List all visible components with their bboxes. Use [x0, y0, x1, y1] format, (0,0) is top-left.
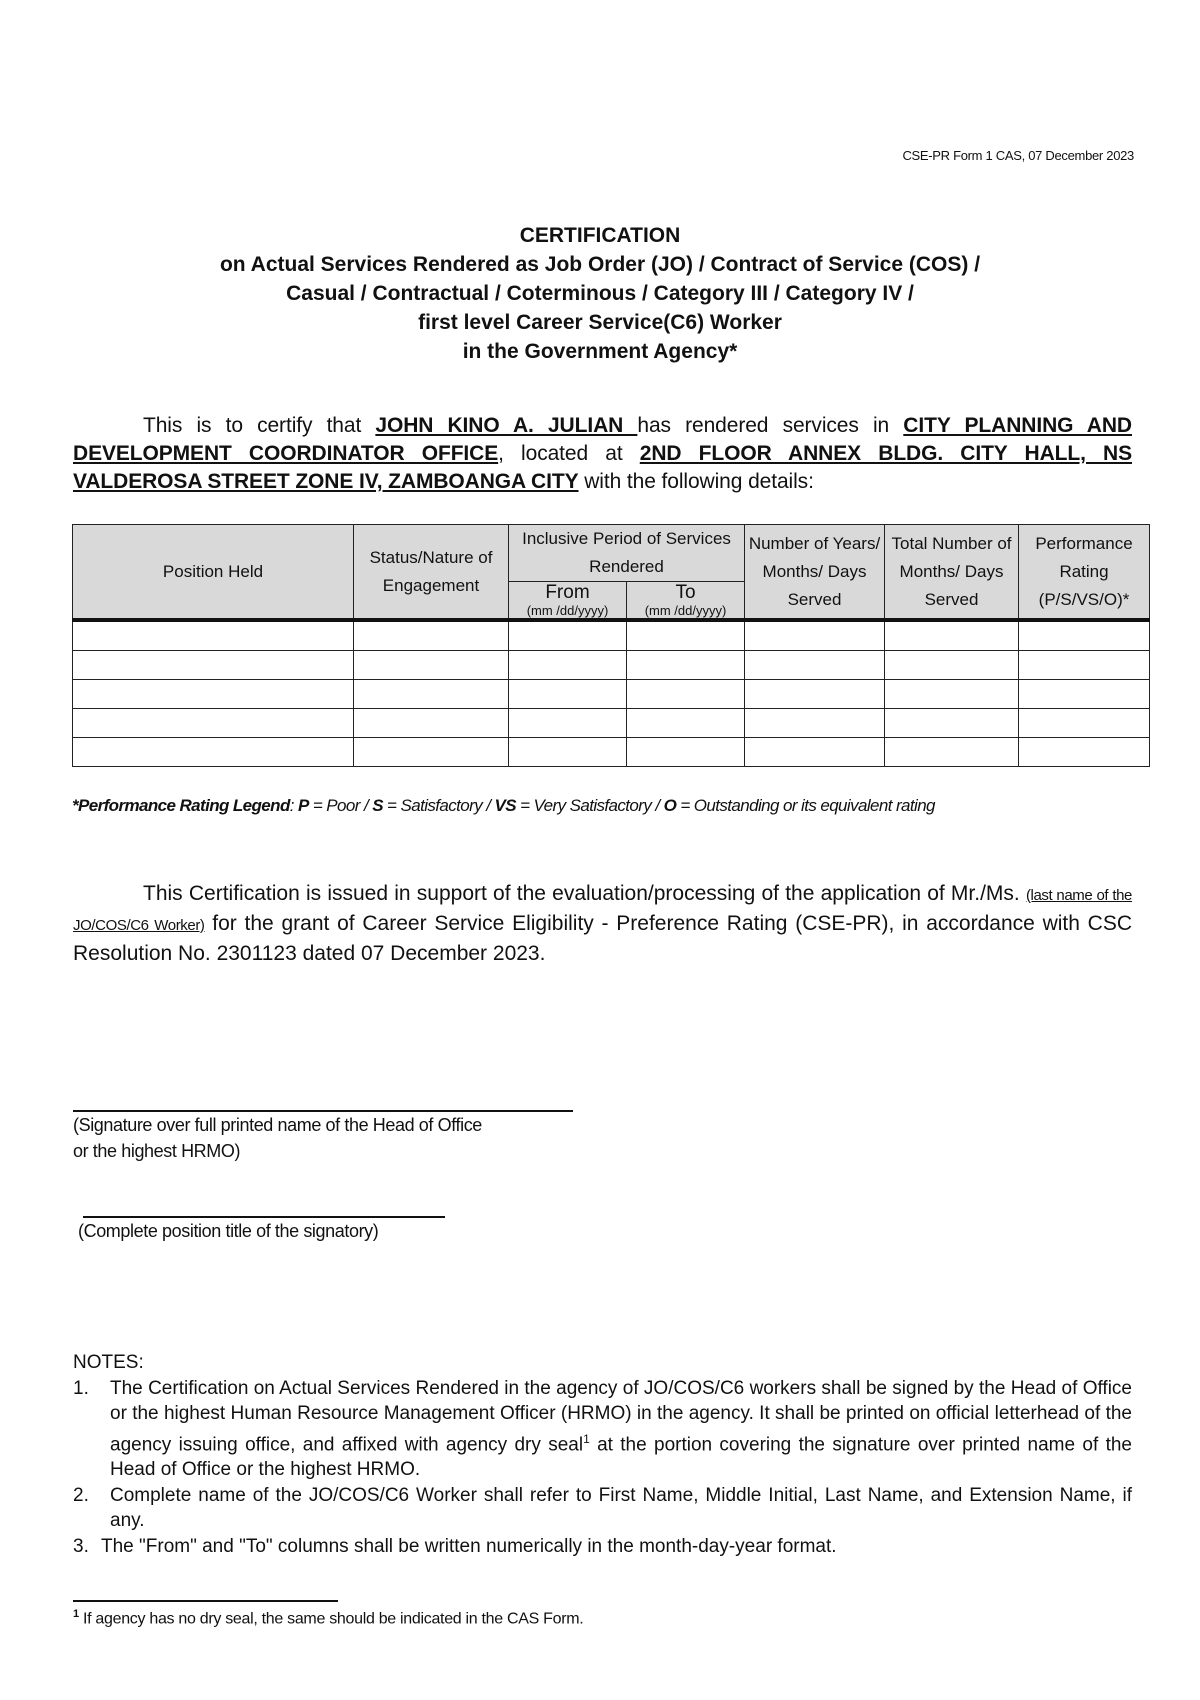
header-from-label: From	[545, 582, 590, 603]
service-record-rows	[73, 620, 1150, 767]
legend-o-value: = Outstanding or its equivalent rating	[676, 796, 935, 815]
table-cell[interactable]	[885, 738, 1019, 767]
support-text-2: for the grant of Career Service Eligibility - Preference Rating (CSE-PR), in accordance with CSC Resolution No. 2301123 dated 07 December 2023.	[73, 912, 1132, 965]
table-cell[interactable]	[1019, 620, 1150, 651]
legend-s-value: = Satisfactory /	[382, 796, 495, 815]
header-from	[509, 582, 627, 621]
table-cell[interactable]	[73, 709, 354, 738]
table-row	[73, 651, 1150, 680]
legend-p-value: = Poor /	[308, 796, 373, 815]
table-cell[interactable]	[627, 620, 745, 651]
notes-heading: NOTES:	[73, 1352, 144, 1373]
signature-caption-line-2: or the highest HRMO)	[73, 1141, 241, 1161]
worker-last-name-placeholder: (last name of the JO/COS/C6 Worker)	[73, 887, 1132, 934]
signature-caption-line-1: (Signature over full printed name of the Head of Office	[73, 1115, 482, 1135]
position-title-caption: (Complete position title of the signatory)	[78, 1221, 379, 1241]
legend-s-key: S	[372, 796, 383, 815]
table-cell[interactable]	[745, 651, 885, 680]
header-performance-rating: Performance Rating (P/S/VS/O)*	[1019, 525, 1150, 621]
title-line-2: on Actual Services Rendered as Job Order (JO) / Contract of Service (COS) /	[219, 253, 981, 276]
table-cell[interactable]	[1019, 709, 1150, 738]
table-cell[interactable]	[745, 680, 885, 709]
title-line-5: in the Government Agency*	[462, 340, 738, 363]
note-3-text: The "From" and "To" columns shall be written numerically in the month-day-year format.	[101, 1535, 837, 1557]
table-cell[interactable]	[509, 620, 627, 651]
table-cell[interactable]	[354, 709, 509, 738]
office-name: CITY PLANNING AND DEVELOPMENT COORDINATOR OFFICE	[73, 414, 1132, 465]
note-1-text-a: The Certification on Actual Services Rendered in the agency of JO/COS/C6 workers shall be signed by the Head of Office or the highest Human Resource Management Officer (HRMO) in the agency. It shall be printed on official letterhead of the agency issuing office, and affixed with agency dry seal	[110, 1377, 1132, 1455]
header-to-label: To	[675, 582, 696, 603]
footnote-separator	[73, 1600, 338, 1602]
table-cell[interactable]	[73, 738, 354, 767]
table-row	[73, 680, 1150, 709]
table-cell[interactable]	[885, 709, 1019, 738]
note-2-text: Complete name of the JO/COS/C6 Worker shall refer to First Name, Middle Initial, Last Name, and Extension Name, if any.	[110, 1484, 1132, 1532]
note-item-2	[73, 1483, 1132, 1534]
header-position-held: Position Held	[73, 525, 354, 621]
document-title	[60, 221, 1140, 366]
office-address: 2ND FLOOR ANNEX BLDG. CITY HALL, NS VALDEROSA STREET ZONE IV, ZAMBOANGA CITY	[73, 442, 1132, 493]
table-cell[interactable]	[745, 738, 885, 767]
service-record-table	[72, 524, 1150, 767]
intro-paragraph	[73, 412, 1132, 496]
table-cell[interactable]	[627, 738, 745, 767]
note-1-number: 1.	[73, 1377, 89, 1399]
table-cell[interactable]	[509, 738, 627, 767]
table-row	[73, 709, 1150, 738]
table-cell[interactable]	[354, 651, 509, 680]
table-cell[interactable]	[1019, 651, 1150, 680]
legend-vs-value: = Very Satisfactory /	[515, 796, 664, 815]
intro-text-2: has rendered services in	[637, 414, 904, 437]
footnote-marker: 1	[73, 1608, 79, 1620]
table-cell[interactable]	[509, 651, 627, 680]
legend-label: *Performance Rating Legend	[72, 796, 290, 815]
table-cell[interactable]	[73, 620, 354, 651]
table-cell[interactable]	[627, 651, 745, 680]
header-to-format: (mm /dd/yyyy)	[644, 603, 727, 618]
header-total-months: Total Number of Months/ Days Served	[885, 525, 1019, 621]
footnote-text: If agency has no dry seal, the same should be indicated in the CAS Form.	[78, 1610, 584, 1628]
table-cell[interactable]	[354, 620, 509, 651]
title-line-3: Casual / Contractual / Coterminous / Category III / Category IV /	[286, 282, 914, 305]
footnote	[73, 1608, 973, 1628]
support-paragraph	[73, 880, 1132, 968]
table-cell[interactable]	[354, 738, 509, 767]
notes-section	[73, 1350, 1132, 1559]
table-cell[interactable]	[1019, 680, 1150, 709]
legend-o-key: O	[663, 796, 677, 815]
table-cell[interactable]	[885, 651, 1019, 680]
title-line-1: CERTIFICATION	[519, 224, 681, 247]
note-item-1	[73, 1376, 1132, 1483]
note-2-number: 2.	[73, 1484, 89, 1506]
note-3-number: 3.	[73, 1535, 89, 1557]
support-text-1: This Certification is issued in support of the evaluation/processing of the application of Mr./Ms.	[143, 882, 1026, 905]
intro-text-4: with the following details:	[578, 470, 814, 493]
table-cell[interactable]	[885, 680, 1019, 709]
table-row	[73, 620, 1150, 651]
header-inclusive-period: Inclusive Period of Services Rendered	[509, 525, 745, 582]
table-cell[interactable]	[1019, 738, 1150, 767]
header-years-served: Number of Years/ Months/ Days Served	[745, 525, 885, 621]
table-cell[interactable]	[745, 620, 885, 651]
header-from-format: (mm /dd/yyyy)	[526, 603, 609, 618]
legend-vs-key: VS	[494, 796, 516, 815]
table-cell[interactable]	[885, 620, 1019, 651]
table-cell[interactable]	[354, 680, 509, 709]
rating-legend: *Performance Rating Legend: P = Poor / S = Satisfactory / VS = Very Satisfactory / O = Outstanding or its equivalent rating	[72, 796, 935, 815]
header-status: Status/Nature of Engagement	[354, 525, 509, 621]
table-cell[interactable]	[745, 709, 885, 738]
note-1-text-b: at the portion covering the signature over printed name of the Head of Office or the highest HRMO.	[110, 1433, 1132, 1481]
intro-text-3: , located at	[498, 442, 640, 465]
table-cell[interactable]	[509, 709, 627, 738]
intro-text-1: This is to certify that	[143, 414, 376, 437]
table-cell[interactable]	[73, 680, 354, 709]
table-cell[interactable]	[73, 651, 354, 680]
table-cell[interactable]	[509, 680, 627, 709]
note-item-3	[73, 1534, 1132, 1560]
legend-p-key: P	[297, 796, 309, 815]
table-cell[interactable]	[627, 709, 745, 738]
note-1-footnote-ref: 1	[583, 1431, 590, 1446]
worker-name: JOHN KINO A. JULIAN	[375, 414, 638, 437]
header-to	[627, 582, 745, 621]
form-code: CSE-PR Form 1 CAS, 07 December 2023	[902, 148, 1134, 163]
table-cell[interactable]	[627, 680, 745, 709]
table-row	[73, 738, 1150, 767]
title-line-4: first level Career Service(C6) Worker	[418, 311, 782, 334]
signature-caption	[73, 1112, 593, 1164]
